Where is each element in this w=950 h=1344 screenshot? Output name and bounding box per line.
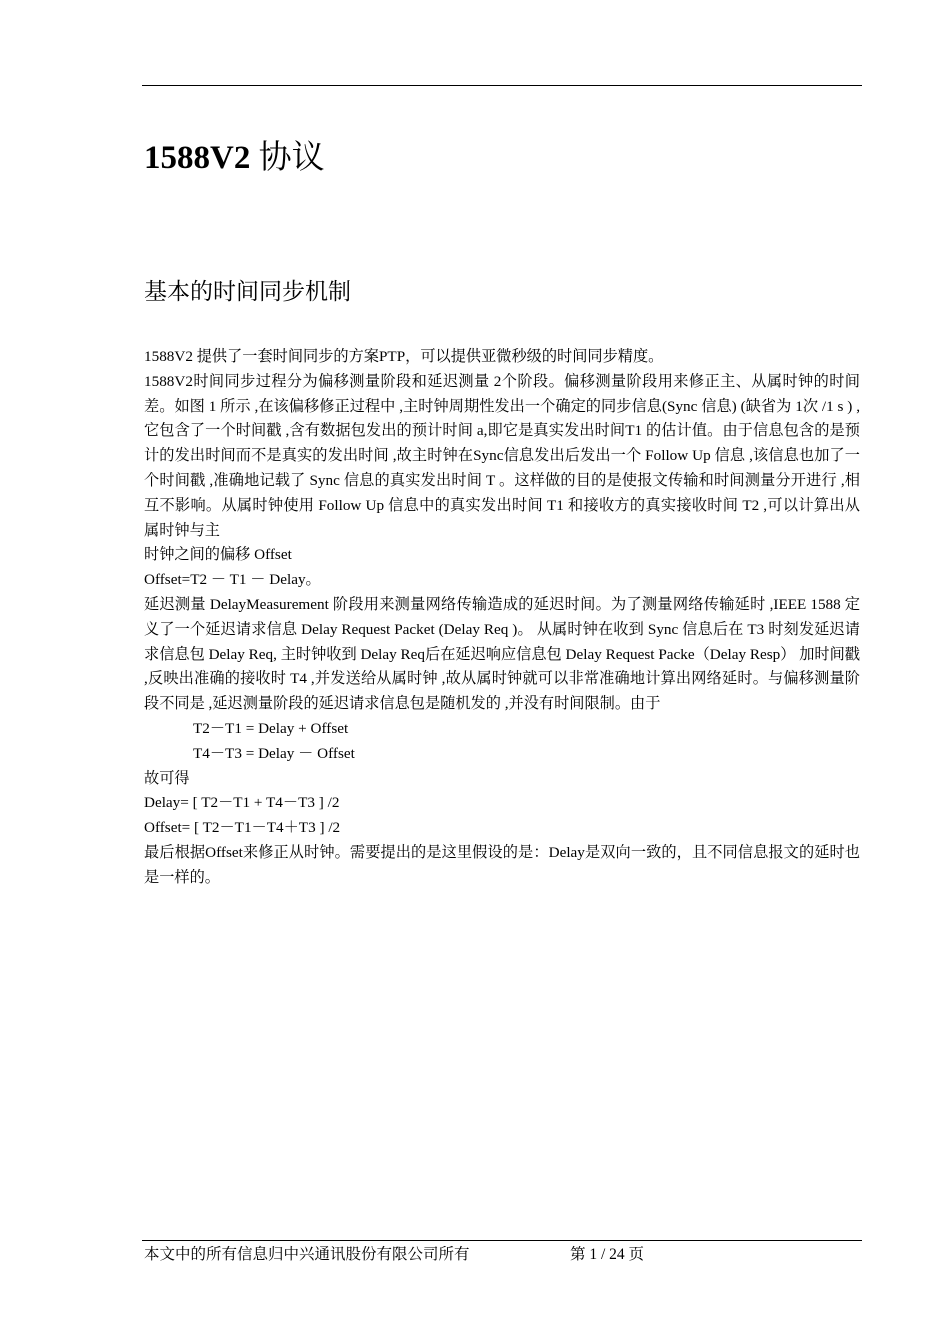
equation-line: T2－T1 = Delay + Offset — [193, 719, 349, 737]
document-title-suffix: 协议 — [258, 140, 325, 176]
body-text — [144, 345, 860, 891]
document-title — [144, 136, 325, 180]
paragraph-delay-measurement: 延迟测量 DelayMeasurement 阶段用来测量网络传输造成的延迟时间。为了测量网络传输延时 ,IEEE 1588 定义了一个延迟请求信息 Delay Request Packet (Delay Req )。 从属时钟在收到 Sync 信息后在 T3 时刻发延迟请求信息包 Delay Req, 主时钟收到 Delay Req后在延迟响应信息包 Delay Request Packe（Delay Resp） 加时间戳 ,反映出准确的接收时 T4 ,并发送给从属时钟 ,故从属时钟就可以非常准确地计算出网络延时。与偏移测量阶段不同是 ,延迟测量阶段的延迟请求信息包是随机发的 ,并没有时间限制。由于 — [144, 595, 860, 713]
footer-page-number: 第 1 / 24 页 — [570, 1246, 645, 1263]
offset-formula: Offset= [ T2－T1－T4＋T3 ] /2 — [144, 819, 341, 837]
document-title-number: 1588V2 — [144, 140, 251, 176]
paragraph-intro: 1588V2 提供了一套时间同步的方案PTP，可以提供亚微秒级的时间同步精度。 — [144, 348, 664, 365]
paragraph-offset-formula: Offset=T2 － T1 － Delay。 — [144, 571, 321, 589]
paragraph-offset-line: 时钟之间的偏移 Offset — [144, 546, 292, 564]
equation-line: T4－T3 = Delay － Offset — [193, 744, 355, 762]
delay-formula: Delay= [ T2－T1 + T4－T3 ] /2 — [144, 794, 340, 812]
paragraph-conclusion: 最后根据Offset来修正从时钟。需要提出的是这里假设的是：Delay是双向一致的，且不同信息报文的延时也是一样的。 — [144, 843, 860, 886]
footer-rule — [142, 1240, 862, 1241]
paragraph-offset-measurement: 1588V2时间同步过程分为偏移测量阶段和延迟测量 2个阶段。偏移测量阶段用来修正主、从属时钟的时间差。如图 1 所示 ,在该偏移修正过程中 ,主时钟周期性发出一个确定的同步信息(Sync 信息) (缺省为 1次 /1 s ) ,它包含了一个时间戳 ,含有数据包发出的预计时间 a,即它是真实发出时间T1 的估计值。由于信息包含的是预计的发出时间而不是真实的发出时间 ,故主时钟在Sync信息发出后发出一个 Follow Up 信息 ,该信息也加了一个时间戳 ,准确地记载了 Sync 信息的真实发出时间 T 。这样做的目的是使报文传输和时间测量分开进行 ,相互不影响。从属时钟使用 Follow Up 信息中的真实发出时间 T1 和接收方的真实接收时间 T2 ,可以计算出从属时钟与主 — [144, 372, 860, 539]
paragraph-therefore: 故可得 — [144, 769, 190, 787]
header-rule — [142, 85, 862, 86]
section-heading: 基本的时间同步机制 — [144, 279, 351, 305]
footer-copyright: 本文中的所有信息归中兴通讯股份有限公司所有 — [144, 1246, 470, 1263]
